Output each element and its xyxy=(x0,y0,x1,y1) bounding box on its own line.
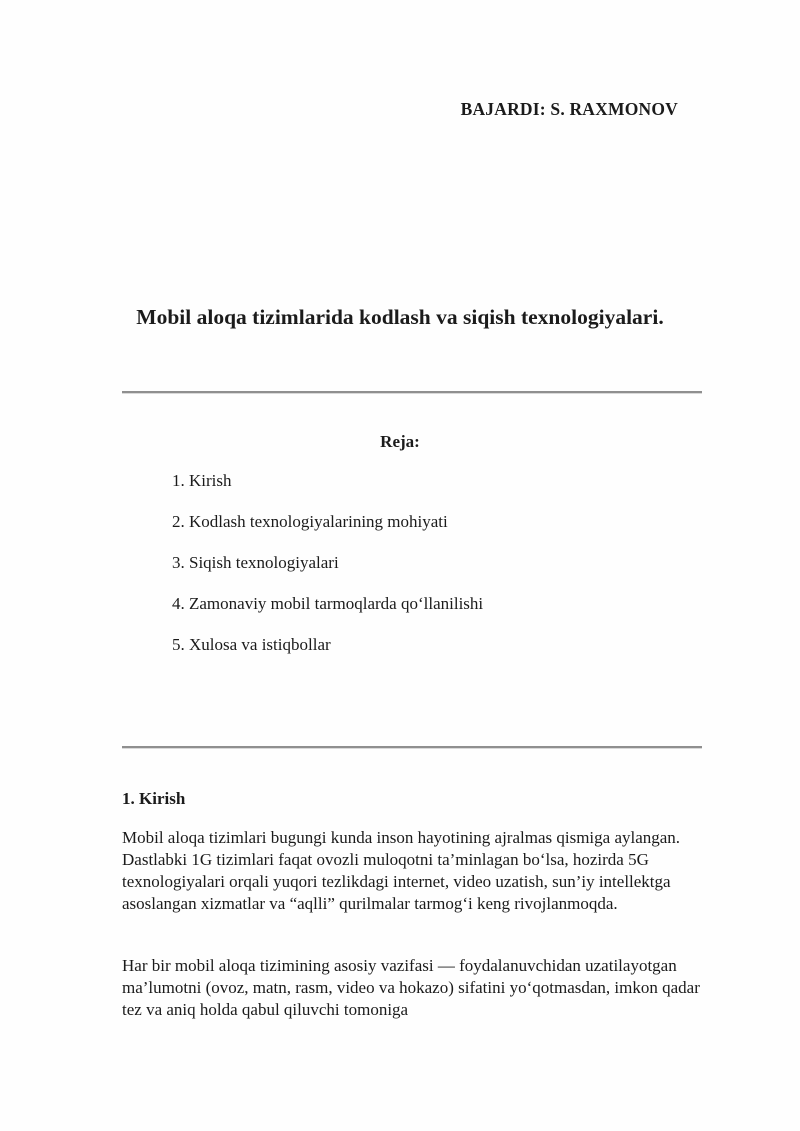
author-line: BAJARDI: S. RAXMONOV xyxy=(460,99,678,119)
section-heading: 1. Kirish xyxy=(122,789,186,808)
plan-item-1: 1. Kirish xyxy=(172,471,232,490)
plan-item-5: 5. Xulosa va istiqbollar xyxy=(172,635,331,654)
plan-heading: Reja: xyxy=(380,432,420,451)
body-paragraph-2: Har bir mobil aloqa tizimining asosiy vazifasi — foydalanuvchidan uzatilayotgan ma’lumotni (ovoz, matn, rasm, video va hokazo) sifatini yo‘qotmasdan, imkon qadar tez va aniq holda qabul qiluvchi tomoniga xyxy=(122,956,700,1019)
plan-list xyxy=(172,470,483,675)
plan-item-2: 2. Kodlash texnologiyalarining mohiyati xyxy=(172,512,448,531)
plan-item-4: 4. Zamonaviy mobil tarmoqlarda qo‘llanilishi xyxy=(172,594,484,613)
plan-item-3: 3. Siqish texnologiyalari xyxy=(172,553,339,572)
body-paragraph-1: Mobil aloqa tizimlari bugungi kunda inson hayotining ajralmas qismiga aylangan. Dastlabki 1G tizimlari faqat ovozli muloqotni ta’minlagan bo‘lsa, hozirda 5G texnologiyalari orqali yuqori tezlikdagi internet, video uzatish, sun’iy intellektga asoslangan xizmatlar va “aqlli” qurilmalar tarmog‘i keng rivojlanmoqda. xyxy=(122,828,681,913)
divider-top xyxy=(122,391,702,394)
divider-bottom xyxy=(122,746,702,749)
document-title: Mobil aloqa tizimlarida kodlash va siqish texnologiyalari. xyxy=(136,305,664,329)
